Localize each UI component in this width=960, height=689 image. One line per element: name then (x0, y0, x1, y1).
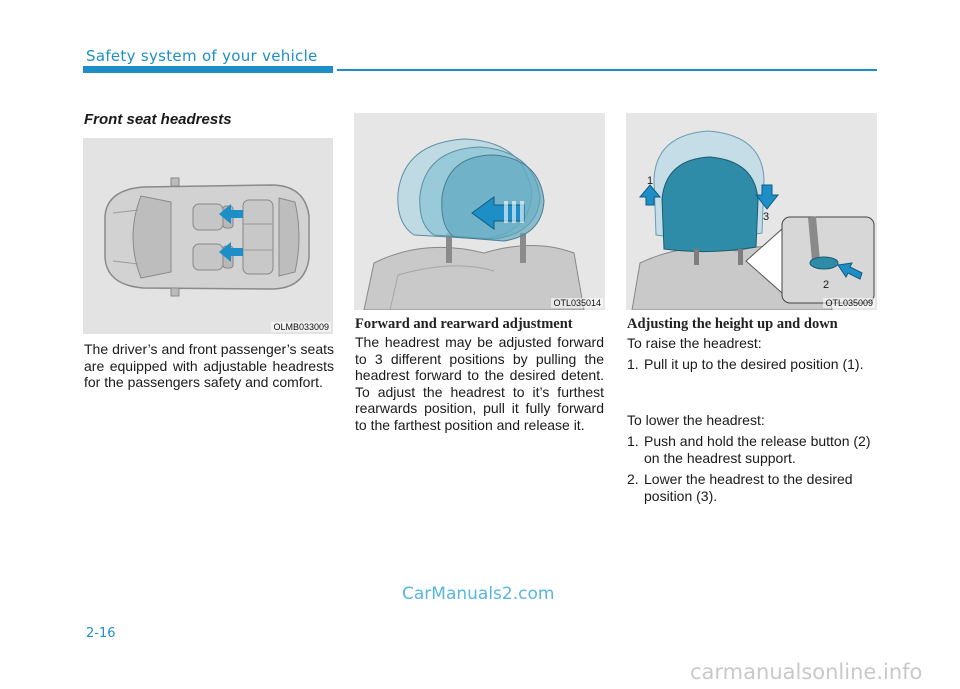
figure-label-2: 2 (823, 279, 830, 291)
page-number: 2-16 (86, 626, 116, 641)
running-header-title: Safety system of your vehicle (86, 47, 318, 65)
figure-code: OTL035009 (825, 298, 873, 308)
intro-paragraph: The driver’s and front passenger’s seats are equipped with adjustable headrests for the passengers safety and comfort. (84, 341, 334, 390)
raise-intro: To raise the headrest: (627, 335, 762, 351)
lower-step (627, 471, 877, 504)
lower-step (627, 433, 877, 466)
figure-car-top-view (83, 138, 333, 334)
watermark-link[interactable]: CarManuals2.com (402, 584, 555, 604)
step-text: Pull it up to the desired position (1). (644, 356, 864, 372)
step-number: 1. (627, 433, 639, 449)
height-adjust-heading: Adjusting the height up and down (627, 316, 838, 332)
figure-headrest-tilt (354, 113, 605, 310)
raise-step (627, 356, 877, 373)
step-text: Lower the headrest to the desired position (3). (644, 471, 853, 504)
forward-rearward-paragraph: The headrest may be adjusted forward to 3 different positions by pulling the headrest forward to the desired detent. To adjust the headrest to it’s furthest rearwards position, pull it fully forward to the farthest position and release it. (355, 334, 604, 433)
step-number: 1. (627, 356, 639, 372)
step-text: Push and hold the release button (2) on the headrest support. (644, 433, 871, 466)
figure-headrest-height (626, 113, 877, 310)
figure-code: OTL035014 (553, 298, 601, 308)
headrest-height-illustration (626, 113, 877, 310)
section-title: Front seat headrests (84, 111, 232, 128)
header-rule-thick (83, 66, 333, 73)
header-rule-thin (337, 69, 877, 71)
figure-code: OLMB033009 (273, 322, 329, 332)
forward-rearward-heading: Forward and rearward adjustment (355, 316, 573, 332)
figure-label-1: 1 (647, 175, 654, 187)
step-number: 2. (627, 471, 639, 487)
lower-intro: To lower the headrest: (627, 412, 765, 428)
figure-label-3: 3 (763, 211, 770, 223)
site-watermark: carmanualsonline.info (690, 660, 923, 684)
headrest-tilt-illustration (354, 113, 605, 310)
car-top-view-illustration (83, 138, 333, 334)
